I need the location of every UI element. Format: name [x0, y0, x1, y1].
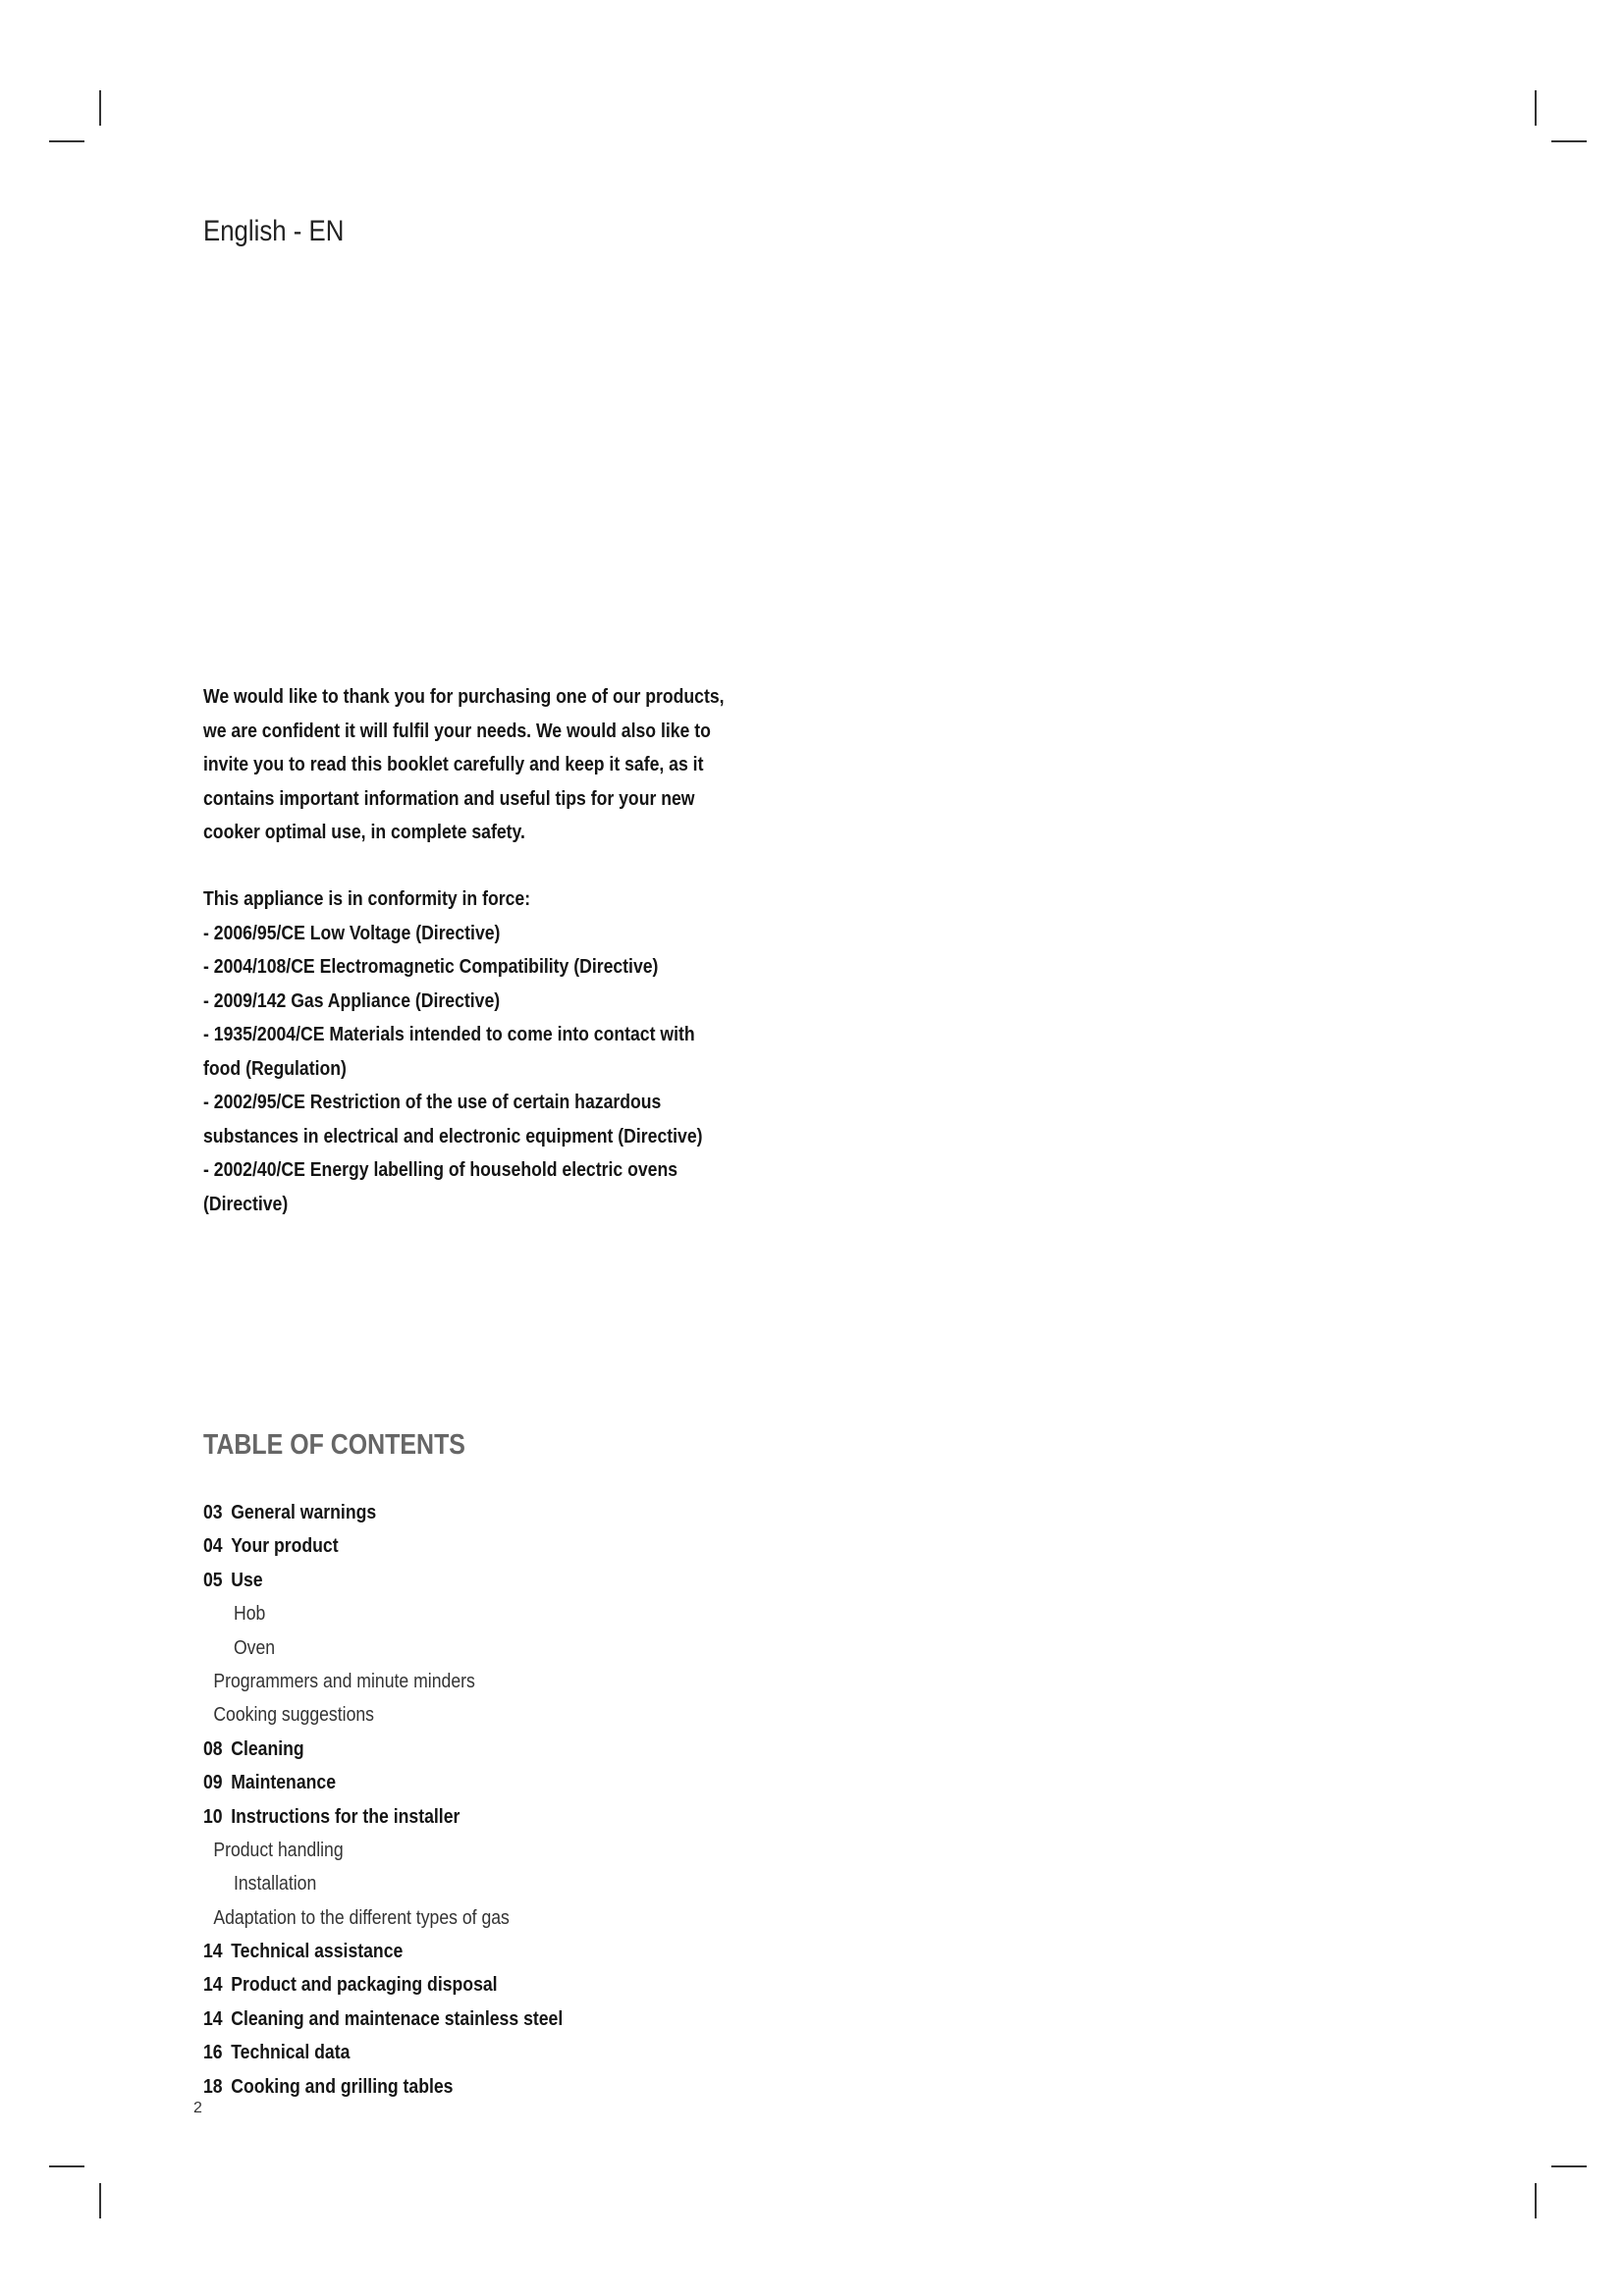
toc-page-number: 14 — [203, 1940, 223, 1963]
toc-label: Hob — [233, 1602, 266, 1626]
toc-item — [203, 1766, 794, 1799]
toc-item — [203, 1529, 794, 1563]
conformity-line: food (Regulation) — [203, 1056, 347, 1080]
intro-paragraph — [203, 680, 832, 850]
toc-item — [203, 2002, 794, 2036]
conformity-line: - 2004/108/CE Electromagnetic Compatibility (Directive) — [203, 955, 659, 978]
crop-mark-top-right-vertical — [1535, 90, 1537, 126]
conformity-line: - 2009/142 Gas Appliance (Directive) — [203, 988, 501, 1012]
intro-line: contains important information and useful tips for your new — [203, 786, 695, 810]
toc-item — [203, 1597, 794, 1630]
toc-label: Maintenance — [231, 1771, 337, 1794]
toc-page-number: 10 — [203, 1804, 223, 1828]
toc-label: Product handling — [213, 1838, 344, 1861]
intro-line: we are confident it will fulfil your needs. We would also like to — [203, 719, 711, 742]
toc-item — [203, 2036, 794, 2069]
toc-label: Adaptation to the different types of gas — [213, 1905, 510, 1929]
toc-page-number: 09 — [203, 1771, 223, 1794]
toc-item — [203, 1800, 794, 1834]
language-heading: English - EN — [203, 215, 345, 247]
toc-label: Cleaning and maintenace stainless steel — [231, 2006, 564, 2030]
table-of-contents — [203, 1496, 891, 2104]
intro-line: cooker optimal use, in complete safety. — [203, 821, 525, 843]
crop-mark-top-left-vertical — [99, 90, 101, 126]
toc-page-number: 05 — [203, 1568, 223, 1591]
toc-label: Technical data — [231, 2041, 351, 2064]
conformity-line: (Directive) — [203, 1192, 289, 1215]
toc-item — [203, 2070, 794, 2104]
toc-item — [203, 1665, 794, 1698]
conformity-line: - 1935/2004/CE Materials intended to come into contact with — [203, 1023, 695, 1045]
toc-label: Oven — [233, 1635, 276, 1659]
toc-item — [203, 1867, 794, 1900]
crop-mark-top-left-horizontal — [49, 140, 84, 142]
toc-item — [203, 1631, 794, 1665]
conformity-list — [203, 882, 832, 1221]
toc-label: Programmers and minute minders — [213, 1669, 475, 1692]
toc-page-number: 14 — [203, 2006, 223, 2030]
toc-label: Instructions for the installer — [231, 1804, 460, 1828]
toc-label: Product and packaging disposal — [231, 1973, 498, 1997]
toc-label: Use — [231, 1568, 263, 1591]
toc-item — [203, 1901, 794, 1935]
toc-item — [203, 1698, 794, 1732]
toc-page-number: 14 — [203, 1973, 223, 1997]
crop-mark-bottom-left-horizontal — [49, 2165, 84, 2167]
crop-mark-bottom-right-vertical — [1535, 2183, 1537, 2218]
intro-line: We would like to thank you for purchasing one of our products, — [203, 685, 725, 708]
toc-title: TABLE OF CONTENTS — [203, 1429, 465, 1461]
crop-mark-bottom-right-horizontal — [1551, 2165, 1587, 2167]
crop-mark-top-right-horizontal — [1551, 140, 1587, 142]
conformity-line: This appliance is in conformity in force: — [203, 887, 531, 910]
toc-label: Installation — [233, 1872, 317, 1896]
toc-label: Cooking and grilling tables — [231, 2074, 454, 2098]
conformity-line: - 2006/95/CE Low Voltage (Directive) — [203, 921, 501, 944]
toc-label: General warnings — [231, 1501, 377, 1523]
toc-item — [203, 1935, 794, 1968]
toc-item — [203, 1834, 794, 1867]
toc-item — [203, 1496, 794, 1529]
toc-label: Technical assistance — [231, 1940, 404, 1963]
conformity-line: - 2002/95/CE Restriction of the use of certain hazardous — [203, 1091, 662, 1113]
page-number: 2 — [193, 2100, 202, 2116]
toc-page-number: 04 — [203, 1534, 223, 1558]
intro-line: invite you to read this booklet carefully and keep it safe, as it — [203, 753, 704, 775]
toc-label: Cleaning — [231, 1736, 304, 1760]
toc-label: Cooking suggestions — [213, 1703, 375, 1727]
toc-page-number: 16 — [203, 2041, 223, 2064]
toc-page-number: 03 — [203, 1501, 223, 1523]
conformity-line: substances in electrical and electronic equipment (Directive) — [203, 1124, 703, 1148]
toc-page-number: 18 — [203, 2074, 223, 2098]
conformity-line: - 2002/40/CE Energy labelling of household electric ovens — [203, 1158, 678, 1181]
toc-item — [203, 1733, 794, 1766]
toc-page-number: 08 — [203, 1736, 223, 1760]
toc-label: Your product — [231, 1534, 339, 1558]
toc-item — [203, 1564, 794, 1597]
crop-mark-bottom-left-vertical — [99, 2183, 101, 2218]
toc-item — [203, 1968, 794, 2002]
